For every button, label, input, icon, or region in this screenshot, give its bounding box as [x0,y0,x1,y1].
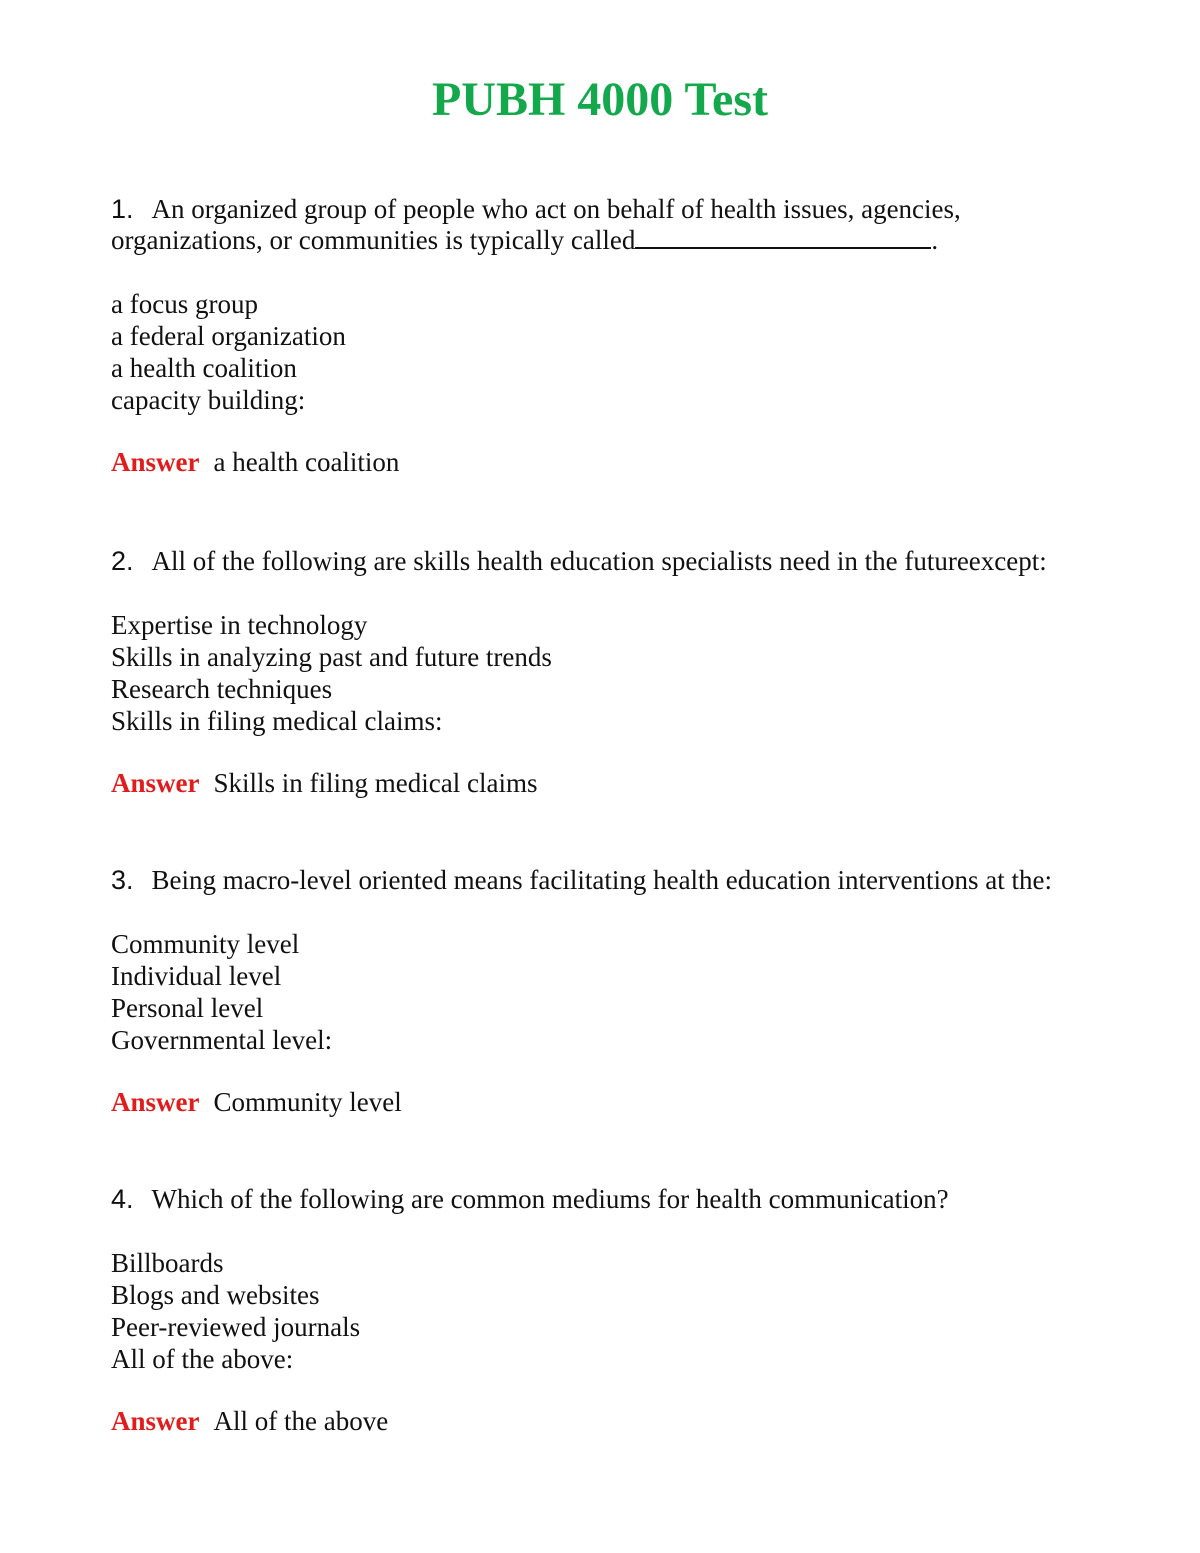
option: Billboards [111,1248,224,1278]
answer-line [111,1405,1111,1437]
question-stem: Which of the following are common mediums for health communication? [151,1184,949,1214]
answer-label: Answer [111,1406,200,1436]
answer-line [111,446,1111,478]
answer-text: Community level [213,1087,402,1117]
answer-text: All of the above [213,1406,389,1436]
option: a federal organization [111,321,346,351]
options-list [111,609,1111,737]
question-stem: An organized group of people who act on behalf of health issues, agencies, organizations, or communities is typically called [111,194,961,255]
option: Governmental level: [111,1025,333,1055]
question-text [111,1184,1111,1215]
question-text [111,865,1111,896]
option: Community level [111,929,300,959]
question-text [111,546,1111,577]
question-number: 1. [111,194,134,224]
answer-label: Answer [111,1087,200,1117]
option: Skills in filing medical claims: [111,706,443,736]
option: Skills in analyzing past and future trends [111,642,552,672]
answer-text: a health coalition [213,447,400,477]
question-2 [111,546,1111,799]
question-stem: All of the following are skills health education specialists need in the futureexcept: [151,546,1047,576]
question-stem: Being macro-level oriented means facilitating health education interventions at the: [151,865,1052,895]
option: All of the above: [111,1344,294,1374]
answer-text: Skills in filing medical claims [213,768,538,798]
answer-label: Answer [111,768,200,798]
question-1 [111,194,1111,478]
question-number: 2. [111,546,134,576]
option: Research techniques [111,674,333,704]
answer-label: Answer [111,447,200,477]
options-list [111,1247,1111,1375]
options-list [111,288,1111,416]
answer-line [111,767,1111,799]
option: Expertise in technology [111,610,368,640]
option: Individual level [111,961,282,991]
option: Peer-reviewed journals [111,1312,361,1342]
question-number: 3. [111,865,134,895]
option: a health coalition [111,353,297,383]
page-title: PUBH 4000 Test [431,73,769,126]
answer-blank [635,225,931,249]
question-3 [111,865,1111,1118]
option: capacity building: [111,385,306,415]
option: a focus group [111,289,258,319]
question-stem-end: . [931,225,939,255]
answer-line [111,1086,1111,1118]
option: Blogs and websites [111,1280,320,1310]
question-number: 4. [111,1184,134,1214]
question-4 [111,1184,1111,1437]
option: Personal level [111,993,264,1023]
question-text [111,194,1111,256]
options-list [111,928,1111,1056]
